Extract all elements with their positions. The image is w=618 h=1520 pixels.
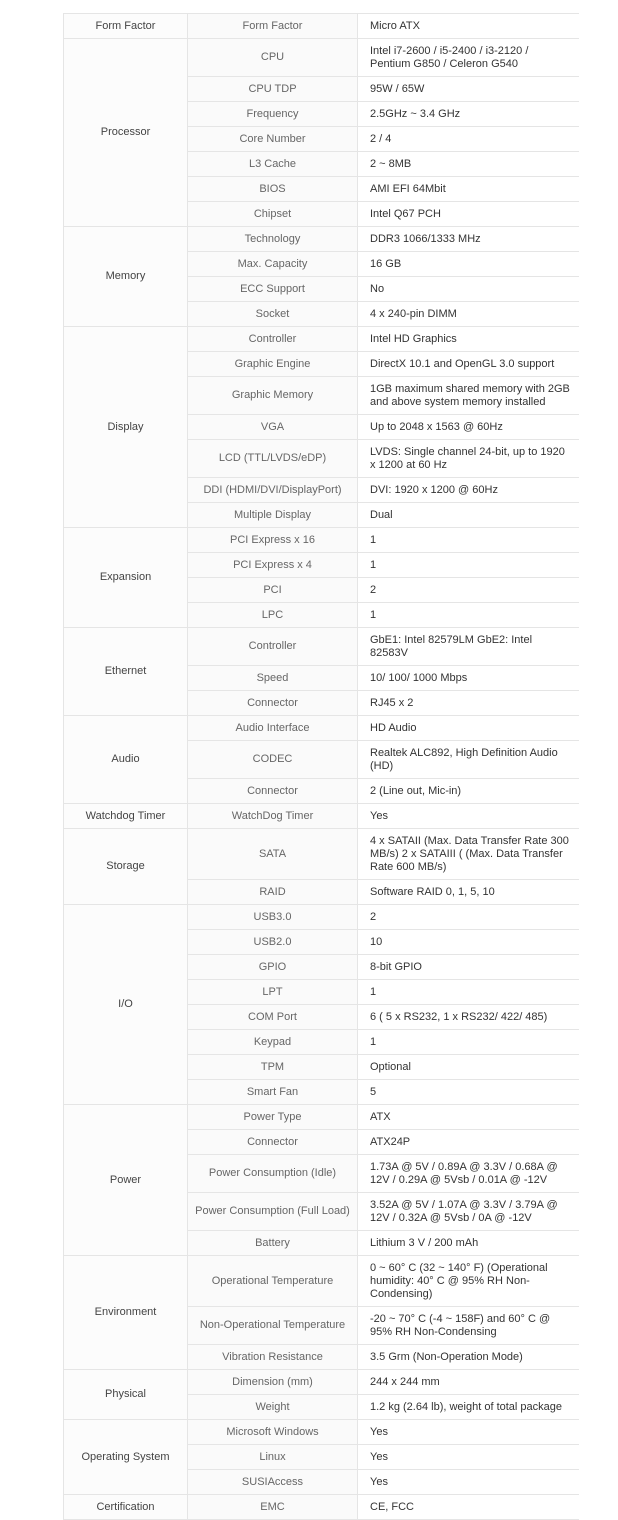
spec-value-cell: 0 ~ 60° C (32 ~ 140° F) (Operational humidity: 40° C @ 95% RH Non-Condensing) bbox=[358, 1256, 579, 1307]
spec-value-cell: Dual bbox=[358, 503, 579, 528]
spec-label-cell: Weight bbox=[188, 1395, 358, 1420]
spec-label-cell: VGA bbox=[188, 415, 358, 440]
category-cell: Form Factor bbox=[64, 14, 188, 39]
spec-value-cell: Micro ATX bbox=[358, 14, 579, 39]
spec-label-cell: SATA bbox=[188, 829, 358, 880]
spec-value-cell: 8-bit GPIO bbox=[358, 955, 579, 980]
spec-row bbox=[64, 1495, 579, 1520]
spec-table-body bbox=[64, 14, 579, 1520]
spec-value-cell: DDR3 1066/1333 MHz bbox=[358, 227, 579, 252]
spec-label-cell: Operational Temperature bbox=[188, 1256, 358, 1307]
spec-label-cell: Audio Interface bbox=[188, 716, 358, 741]
spec-value-cell: DVI: 1920 x 1200 @ 60Hz bbox=[358, 478, 579, 503]
spec-value-cell: Realtek ALC892, High Definition Audio (HD) bbox=[358, 741, 579, 779]
spec-label-cell: Frequency bbox=[188, 102, 358, 127]
spec-row bbox=[64, 39, 579, 77]
spec-row bbox=[64, 716, 579, 741]
spec-label-cell: Smart Fan bbox=[188, 1080, 358, 1105]
spec-value-cell: 1 bbox=[358, 553, 579, 578]
spec-label-cell: Non-Operational Temperature bbox=[188, 1307, 358, 1345]
category-cell: Memory bbox=[64, 227, 188, 327]
spec-value-cell: Optional bbox=[358, 1055, 579, 1080]
category-cell: Storage bbox=[64, 829, 188, 905]
spec-label-cell: Power Type bbox=[188, 1105, 358, 1130]
spec-label-cell: RAID bbox=[188, 880, 358, 905]
category-cell: Ethernet bbox=[64, 628, 188, 716]
spec-label-cell: LCD (TTL/LVDS/eDP) bbox=[188, 440, 358, 478]
spec-value-cell: RJ45 x 2 bbox=[358, 691, 579, 716]
spec-label-cell: Speed bbox=[188, 666, 358, 691]
spec-label-cell: CODEC bbox=[188, 741, 358, 779]
spec-label-cell: WatchDog Timer bbox=[188, 804, 358, 829]
spec-value-cell: Intel HD Graphics bbox=[358, 327, 579, 352]
spec-value-cell: 6 ( 5 x RS232, 1 x RS232/ 422/ 485) bbox=[358, 1005, 579, 1030]
spec-label-cell: GPIO bbox=[188, 955, 358, 980]
spec-value-cell: Yes bbox=[358, 804, 579, 829]
spec-label-cell: LPT bbox=[188, 980, 358, 1005]
category-cell: Certification bbox=[64, 1495, 188, 1520]
category-cell: Watchdog Timer bbox=[64, 804, 188, 829]
spec-value-cell: No bbox=[358, 277, 579, 302]
spec-label-cell: ECC Support bbox=[188, 277, 358, 302]
spec-row bbox=[64, 14, 579, 39]
spec-value-cell: 2 / 4 bbox=[358, 127, 579, 152]
spec-row bbox=[64, 327, 579, 352]
spec-value-cell: 2 ~ 8MB bbox=[358, 152, 579, 177]
spec-label-cell: PCI Express x 4 bbox=[188, 553, 358, 578]
spec-label-cell: Dimension (mm) bbox=[188, 1370, 358, 1395]
spec-label-cell: Socket bbox=[188, 302, 358, 327]
spec-label-cell: Connector bbox=[188, 1130, 358, 1155]
spec-value-cell: Intel i7-2600 / i5-2400 / i3-2120 / Pentium G850 / Celeron G540 bbox=[358, 39, 579, 77]
spec-value-cell: GbE1: Intel 82579LM GbE2: Intel 82583V bbox=[358, 628, 579, 666]
spec-label-cell: DDI (HDMI/DVI/DisplayPort) bbox=[188, 478, 358, 503]
spec-value-cell: 1 bbox=[358, 528, 579, 553]
spec-label-cell: COM Port bbox=[188, 1005, 358, 1030]
spec-value-cell: Intel Q67 PCH bbox=[358, 202, 579, 227]
spec-value-cell: 2 bbox=[358, 578, 579, 603]
spec-table bbox=[63, 13, 579, 1520]
spec-label-cell: CPU TDP bbox=[188, 77, 358, 102]
spec-value-cell: 4 x SATAII (Max. Data Transfer Rate 300 MB/s) 2 x SATAIII ( (Max. Data Transfer Rate 600 MB/s) bbox=[358, 829, 579, 880]
spec-label-cell: Battery bbox=[188, 1231, 358, 1256]
spec-row bbox=[64, 628, 579, 666]
spec-value-cell: ATX24P bbox=[358, 1130, 579, 1155]
category-cell: Power bbox=[64, 1105, 188, 1256]
spec-value-cell: 244 x 244 mm bbox=[358, 1370, 579, 1395]
spec-row bbox=[64, 1420, 579, 1445]
spec-label-cell: Connector bbox=[188, 691, 358, 716]
spec-label-cell: Max. Capacity bbox=[188, 252, 358, 277]
spec-value-cell: 1GB maximum shared memory with 2GB and above system memory installed bbox=[358, 377, 579, 415]
spec-label-cell: Controller bbox=[188, 628, 358, 666]
spec-label-cell: Core Number bbox=[188, 127, 358, 152]
category-cell: Environment bbox=[64, 1256, 188, 1370]
spec-value-cell: 2.5GHz ~ 3.4 GHz bbox=[358, 102, 579, 127]
spec-label-cell: EMC bbox=[188, 1495, 358, 1520]
spec-label-cell: Microsoft Windows bbox=[188, 1420, 358, 1445]
spec-value-cell: Software RAID 0, 1, 5, 10 bbox=[358, 880, 579, 905]
spec-value-cell: 1 bbox=[358, 1030, 579, 1055]
spec-value-cell: Lithium 3 V / 200 mAh bbox=[358, 1231, 579, 1256]
spec-row bbox=[64, 528, 579, 553]
spec-value-cell: AMI EFI 64Mbit bbox=[358, 177, 579, 202]
spec-label-cell: PCI bbox=[188, 578, 358, 603]
spec-value-cell: Yes bbox=[358, 1470, 579, 1495]
spec-value-cell: 2 bbox=[358, 905, 579, 930]
category-cell: Display bbox=[64, 327, 188, 528]
spec-value-cell: 16 GB bbox=[358, 252, 579, 277]
spec-row bbox=[64, 905, 579, 930]
spec-label-cell: Connector bbox=[188, 779, 358, 804]
spec-label-cell: USB2.0 bbox=[188, 930, 358, 955]
spec-row bbox=[64, 1105, 579, 1130]
category-cell: Audio bbox=[64, 716, 188, 804]
spec-value-cell: DirectX 10.1 and OpenGL 3.0 support bbox=[358, 352, 579, 377]
spec-label-cell: Graphic Engine bbox=[188, 352, 358, 377]
spec-value-cell: 1 bbox=[358, 603, 579, 628]
spec-value-cell: 2 (Line out, Mic-in) bbox=[358, 779, 579, 804]
spec-value-cell: 1.73A @ 5V / 0.89A @ 3.3V / 0.68A @ 12V / 0.29A @ 5Vsb / 0.01A @ -12V bbox=[358, 1155, 579, 1193]
spec-label-cell: Multiple Display bbox=[188, 503, 358, 528]
spec-value-cell: 1 bbox=[358, 980, 579, 1005]
spec-row bbox=[64, 1370, 579, 1395]
spec-value-cell: 10/ 100/ 1000 Mbps bbox=[358, 666, 579, 691]
spec-value-cell: 10 bbox=[358, 930, 579, 955]
spec-label-cell: TPM bbox=[188, 1055, 358, 1080]
spec-value-cell: 95W / 65W bbox=[358, 77, 579, 102]
spec-label-cell: Chipset bbox=[188, 202, 358, 227]
spec-label-cell: LPC bbox=[188, 603, 358, 628]
spec-value-cell: Yes bbox=[358, 1420, 579, 1445]
spec-label-cell: BIOS bbox=[188, 177, 358, 202]
spec-value-cell: CE, FCC bbox=[358, 1495, 579, 1520]
spec-label-cell: PCI Express x 16 bbox=[188, 528, 358, 553]
spec-value-cell: 1.2 kg (2.64 lb), weight of total package bbox=[358, 1395, 579, 1420]
spec-value-cell: 5 bbox=[358, 1080, 579, 1105]
spec-label-cell: Power Consumption (Idle) bbox=[188, 1155, 358, 1193]
category-cell: Expansion bbox=[64, 528, 188, 628]
spec-row bbox=[64, 227, 579, 252]
spec-value-cell: 3.52A @ 5V / 1.07A @ 3.3V / 3.79A @ 12V / 0.32A @ 5Vsb / 0A @ -12V bbox=[358, 1193, 579, 1231]
spec-label-cell: Controller bbox=[188, 327, 358, 352]
category-cell: I/O bbox=[64, 905, 188, 1105]
spec-label-cell: L3 Cache bbox=[188, 152, 358, 177]
spec-value-cell: 3.5 Grm (Non-Operation Mode) bbox=[358, 1345, 579, 1370]
spec-value-cell: Yes bbox=[358, 1445, 579, 1470]
spec-row bbox=[64, 804, 579, 829]
spec-label-cell: Keypad bbox=[188, 1030, 358, 1055]
spec-label-cell: Form Factor bbox=[188, 14, 358, 39]
spec-label-cell: Graphic Memory bbox=[188, 377, 358, 415]
spec-label-cell: Linux bbox=[188, 1445, 358, 1470]
spec-label-cell: CPU bbox=[188, 39, 358, 77]
spec-label-cell: Technology bbox=[188, 227, 358, 252]
spec-row bbox=[64, 829, 579, 880]
spec-value-cell: ATX bbox=[358, 1105, 579, 1130]
category-cell: Operating System bbox=[64, 1420, 188, 1495]
spec-value-cell: 4 x 240-pin DIMM bbox=[358, 302, 579, 327]
spec-label-cell: USB3.0 bbox=[188, 905, 358, 930]
spec-label-cell: SUSIAccess bbox=[188, 1470, 358, 1495]
spec-value-cell: HD Audio bbox=[358, 716, 579, 741]
category-cell: Processor bbox=[64, 39, 188, 227]
category-cell: Physical bbox=[64, 1370, 188, 1420]
spec-label-cell: Power Consumption (Full Load) bbox=[188, 1193, 358, 1231]
spec-label-cell: Vibration Resistance bbox=[188, 1345, 358, 1370]
spec-value-cell: -20 ~ 70° C (-4 ~ 158F) and 60° C @ 95% RH Non-Condensing bbox=[358, 1307, 579, 1345]
spec-value-cell: LVDS: Single channel 24-bit, up to 1920 x 1200 at 60 Hz bbox=[358, 440, 579, 478]
spec-row bbox=[64, 1256, 579, 1307]
spec-value-cell: Up to 2048 x 1563 @ 60Hz bbox=[358, 415, 579, 440]
